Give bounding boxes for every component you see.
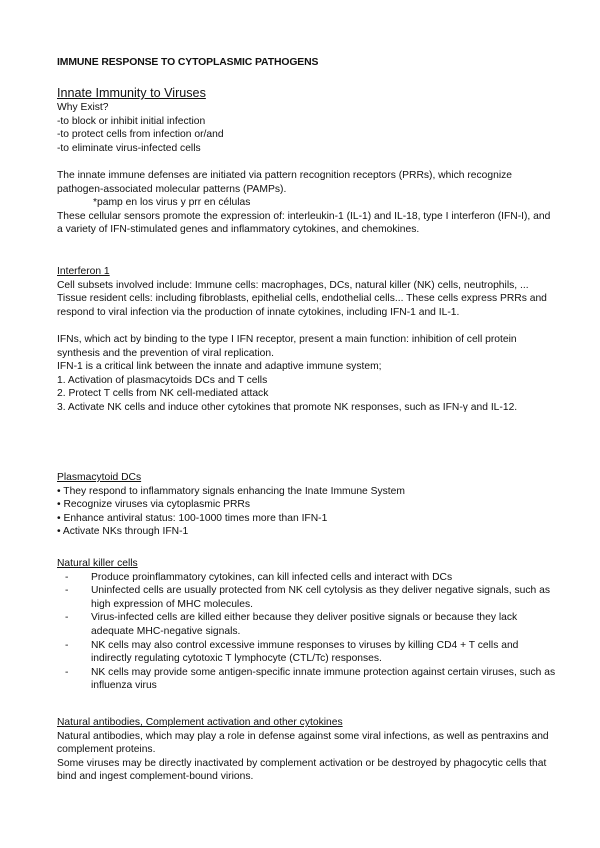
interferon-paragraph-3: IFN-1 is a critical link between the innate and adaptive immune system; [57,361,382,373]
section-innate-immunity [57,86,557,237]
interferon-paragraph-2: IFNs, which act by binding to the type I IFN receptor, present a main function: inhibition of cell protein synthesis and the prevention of viral replication. [57,333,517,359]
section-natural-killer [57,557,557,693]
why-exist-text: Why Exist? [57,102,109,113]
heading-natural-antibodies: Natural antibodies, Complement activation and other cytokines [57,717,343,728]
nk-list-item: - Uninfected cells are usually protected from NK cell cytolysis as they deliver negative signals, such as high expression of MHC molecules. [57,584,557,611]
nk-list-item: - Virus-infected cells are killed either because they deliver positive signals or because they lack adequate MHC-negative signals. [57,611,557,638]
interferon-list-item: 1. Activation of plasmacytoids DCs and T cells [57,374,268,386]
interferon-list-item: 2. Protect T cells from NK cell-mediated attack [57,388,269,400]
reason-item: -to block or inhibit initial infection [57,115,206,127]
antibodies-paragraph-1: Natural antibodies, which may play a role in defense against some viral infections, as well as pentraxins and complement proteins. [57,730,549,756]
heading-interferon: Interferon 1 [57,266,110,277]
heading-plasmacytoid-dcs: Plasmacytoid DCs [57,472,142,483]
innate-paragraph-2: These cellular sensors promote the expression of: interleukin-1 (IL-1) and IL-18, type I interferon (IFN-I), and a variety of IFN-stimulated genes and inflammatory cytokines, and chemokines. [57,210,551,236]
pdc-bullet-item: • They respond to inflammatory signals enhancing the Inate Immune System [57,485,405,497]
heading-natural-killer: Natural killer cells [57,558,138,569]
section-natural-antibodies [57,716,557,784]
innate-note: *pamp en los virus y prr en células [93,197,251,209]
document-title: IMMUNE RESPONSE TO CYTOPLASMIC PATHOGENS [57,57,319,68]
antibodies-paragraph-2: Some viruses may be directly inactivated by complement activation or be destroyed by phagocytic cells that bind and ingest complement-bound virions. [57,757,547,783]
nk-list-item: - NK cells may also control excessive immune responses to viruses by killing CD4 + T cells and indirectly regulating cytotoxic T lymphocyte (CTL/Tc) responses. [57,639,557,666]
nk-list [57,571,557,693]
pdc-bullet-item: • Activate NKs through IFN-1 [57,526,189,538]
section-interferon [57,265,557,415]
interferon-list-item: 3. Activate NK cells and induce other cytokines that promote NK responses, such as IFN-γ and IL-12. [57,401,518,413]
interferon-paragraph-1: Cell subsets involved include: Immune cells: macrophages, DCs, natural killer (NK) cells, neutrophils, ... Tissue resident cells: including fibroblasts, epithelial cells, endothelial cells... These cells express PRRs and respond to viral infection via the production of innate cytokines, including IFN-1 and IL-1. [57,279,547,318]
heading-innate-immunity: Innate Immunity to Viruses [57,86,206,100]
pdc-bullet-item: • Enhance antiviral status: 100-1000 times more than IFN-1 [57,512,328,524]
innate-paragraph-1: The innate immune defenses are initiated via pattern recognition receptors (PRRs), which recognize pathogen-associated molecular patterns (PAMPs). [57,169,513,195]
nk-list-item: - NK cells may provide some antigen-specific innate immune protection against certain viruses, such as influenza virus [57,666,557,693]
nk-list-item: - Produce proinflammatory cytokines, can kill infected cells and interact with DCs [57,571,557,585]
reason-item: -to protect cells from infection or/and [57,129,224,141]
reason-item: -to eliminate virus-infected cells [57,142,201,154]
pdc-bullet-item: • Recognize viruses via cytoplasmic PRRs [57,499,251,511]
section-plasmacytoid-dcs [57,471,557,539]
